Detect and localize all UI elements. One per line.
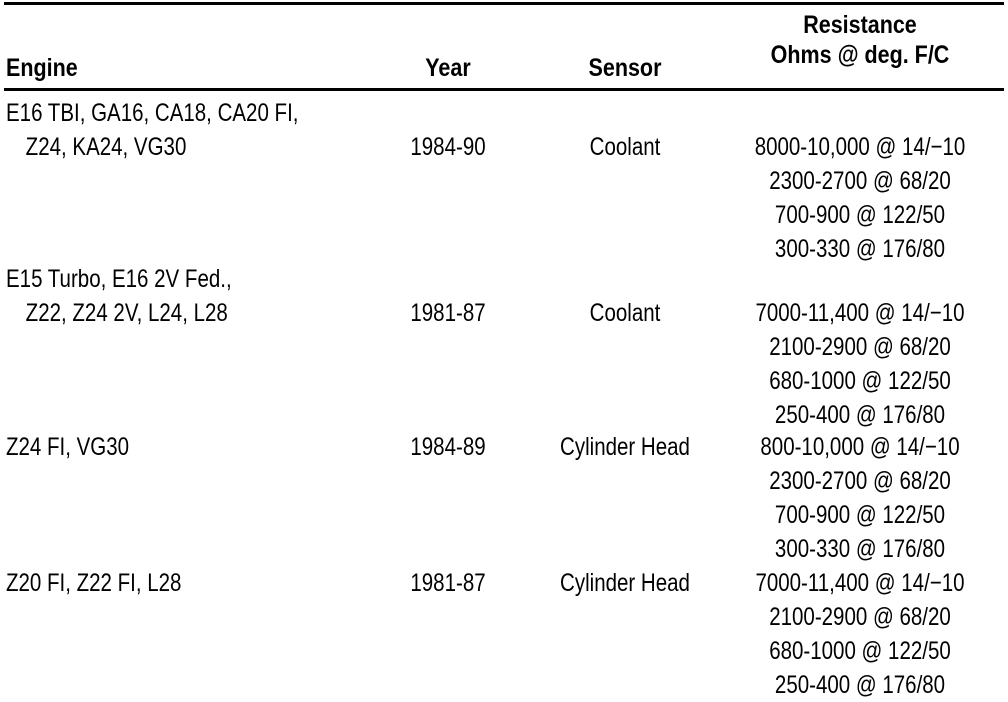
row-2-engine-line1: E15 Turbo, E16 2V Fed., — [6, 265, 232, 293]
row-4-resistance-line3: 680-1000 @ 122/50 — [769, 637, 951, 665]
row-3-resistance-line1: 800-10,000 @ 14/−10 — [760, 433, 960, 461]
row-3-year: 1984-89 — [410, 433, 486, 461]
row-1-resistance-line3: 700-900 @ 122/50 — [774, 201, 946, 229]
row-4-resistance — [737, 566, 983, 702]
header-bottom-rule — [4, 88, 1004, 91]
header-resistance — [735, 10, 984, 70]
row-2-resistance — [737, 296, 983, 432]
row-3-engine-line1: Z24 FI, VG30 — [6, 433, 130, 461]
row-3-sensor: Cylinder Head — [560, 433, 690, 461]
row-1-resistance-line1: 8000-10,000 @ 14/−10 — [754, 133, 966, 161]
row-1-resistance-line2: 2300-2700 @ 68/20 — [769, 167, 951, 195]
row-2-year: 1981-87 — [410, 299, 486, 327]
row-1-engine — [6, 96, 298, 164]
row-2-resistance-line4: 250-400 @ 176/80 — [774, 401, 946, 429]
row-2-resistance-line3: 680-1000 @ 122/50 — [769, 367, 951, 395]
row-2-sensor: Coolant — [589, 299, 661, 327]
header-sensor: Sensor — [588, 54, 662, 82]
row-1-resistance — [737, 130, 983, 266]
row-3-resistance-line4: 300-330 @ 176/80 — [774, 535, 946, 563]
row-4-year: 1981-87 — [410, 569, 486, 597]
header-resistance-line1: Resistance — [803, 11, 917, 39]
header-year: Year — [425, 54, 471, 82]
row-4-resistance-line2: 2100-2900 @ 68/20 — [769, 603, 951, 631]
header-engine: Engine — [6, 54, 78, 82]
row-1-engine-line1: E16 TBI, GA16, CA18, CA20 FI, — [6, 99, 299, 127]
header-resistance-line2: Ohms @ deg. F/C — [770, 41, 950, 69]
row-4-resistance-line4: 250-400 @ 176/80 — [774, 671, 946, 699]
row-4-engine-line1: Z20 FI, Z22 FI, L28 — [6, 569, 182, 597]
row-2-engine-line2: Z22, Z24 2V, L24, L28 — [25, 299, 228, 327]
row-4-sensor: Cylinder Head — [560, 569, 690, 597]
row-2-resistance-line1: 7000-11,400 @ 14/−10 — [755, 299, 965, 327]
table-top-rule — [4, 2, 1004, 5]
row-3-resistance — [737, 430, 983, 566]
row-3-resistance-line2: 2300-2700 @ 68/20 — [769, 467, 951, 495]
row-3-resistance-line3: 700-900 @ 122/50 — [774, 501, 946, 529]
row-4-engine — [6, 566, 181, 600]
row-1-engine-line2: Z24, KA24, VG30 — [25, 133, 187, 161]
row-1-resistance-line4: 300-330 @ 176/80 — [774, 235, 946, 263]
row-1-sensor: Coolant — [589, 133, 661, 161]
row-2-engine — [6, 262, 232, 330]
row-4-resistance-line1: 7000-11,400 @ 14/−10 — [755, 569, 965, 597]
row-2-resistance-line2: 2100-2900 @ 68/20 — [769, 333, 951, 361]
row-1-year: 1984-90 — [410, 133, 486, 161]
row-3-engine — [6, 430, 129, 464]
